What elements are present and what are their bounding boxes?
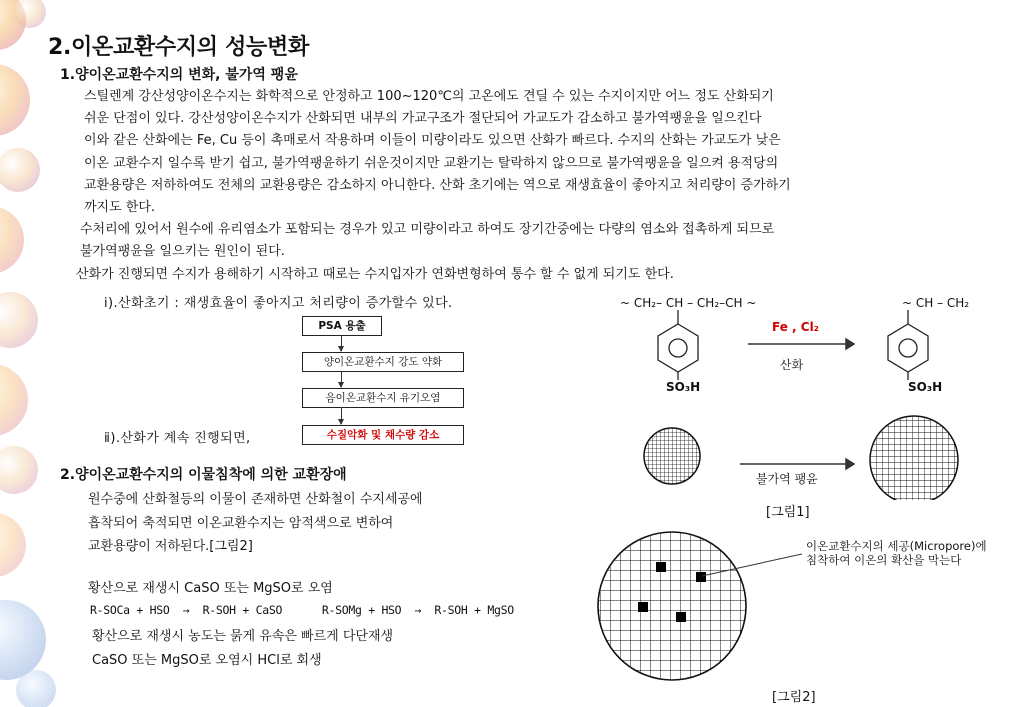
section1-line: 불가역팽윤을 일으키는 원인이 된다. [80, 244, 285, 260]
flow-box-water-quality: 수질악화 및 채수량 감소 [302, 425, 464, 445]
section1-line: 산화가 진행되면 수지가 용해하기 시작하고 때로는 수지입자가 연화변형하여 통수 할 수 없게 되기도 한다. [76, 266, 674, 282]
resin-bead-swollen [870, 416, 958, 500]
regen-sulfuric-note: 황산으로 재생시 CaSO 또는 MgSO로 오염 [88, 581, 333, 596]
swelling-arrow [740, 459, 854, 469]
resin-bead-small [644, 428, 700, 484]
flow-arrow [341, 371, 342, 387]
regen-hcl-note: CaSO 또는 MgSO로 오염시 HCl로 회생 [92, 653, 322, 668]
fig1-caption: [그림1] [766, 505, 810, 520]
benzene-ring-left [658, 310, 698, 380]
section2-line: 흡착되어 축적되면 이온교환수지는 암적색으로 변하여 [88, 515, 394, 531]
fig2-note [806, 539, 987, 567]
fig2-caption: [그림2] [772, 690, 816, 705]
section1-line: 까지도 한다. [84, 200, 156, 216]
section2-line: 교환용량이 저하된다.[그림2] [88, 539, 253, 554]
fig1-oxidation-label: 산화 [780, 358, 804, 372]
deposit-block [656, 562, 666, 572]
regen-method-note: 황산으로 재생시 농도는 묽게 유속은 빠르게 다단재생 [92, 629, 394, 644]
flow-box-anion-organic: 음이온교환수지 유기오염 [302, 388, 464, 408]
deposit-block [696, 572, 706, 582]
fig1-so3h-right: SO₃H [908, 380, 943, 394]
section1-line: 스틸렌계 강산성양이온수지는 화학적으로 안정하고 100∼120℃의 고온에도 견딜 수 있는 수지이지만 어느 정도 산화되기 [84, 89, 774, 104]
section1-line: 교환용량은 저하하여도 전체의 교환용량은 감소하지 아니한다. 산화 초기에는 역으로 재생효율이 좋아지고 처리량이 증가하기 [84, 177, 791, 193]
fig1-swelling-label: 불가역 팽윤 [756, 472, 818, 486]
resin-bead-fouled [598, 532, 746, 680]
section1-line: 이온 교환수지 일수록 받기 쉽고, 불가역팽윤하기 쉬운것이지만 교환기는 탈락하지 않으므로 불가역팽윤을 일으켜 용적당의 [84, 155, 779, 171]
section1-line: 쉬운 단점이 있다. 강산성양이온수지가 산화되면 내부의 가교구조가 절단되어 가교도가 감소하고 불가역팽윤을 일으킨다 [84, 111, 762, 127]
item-oxidation-early: ⅰ).산화초기 : 재생효율이 좋아지고 처리량이 증가할수 있다. [104, 296, 453, 311]
flow-box-psa: PSA 용출 [302, 316, 382, 336]
fig1-catalyst-label: Fe , Cl₂ [772, 320, 819, 334]
flow-box-cation-strength: 양이온교환수지 강도 약화 [302, 352, 464, 372]
section1-heading: 1.양이온교환수지의 변화, 불가역 팽윤 [60, 67, 298, 83]
fig1-chain-left: ~ CH₂– CH – CH₂–CH ~ [620, 296, 757, 310]
flow-arrow [341, 335, 342, 351]
decorative-bubbles [0, 0, 80, 707]
section1-line: 이와 같은 산화에는 Fe, Cu 등이 촉매로서 작용하며 이들이 미량이라도 있으면 산화가 빠르다. 수지의 산화는 가교도가 낮은 [84, 133, 781, 149]
section1-line: 수처리에 있어서 원수에 유리염소가 포함되는 경우가 있고 미량이라고 하여도 장기간중에는 다량의 염소와 접촉하게 되므로 [80, 222, 775, 238]
flow-arrow [341, 407, 342, 424]
fig2-note-line2: 침착하여 이온의 확산을 막는다 [806, 553, 962, 567]
section2-body [88, 488, 423, 559]
deposit-block [676, 612, 686, 622]
fig1-so3h-left: SO₃H [666, 380, 701, 394]
fig1-chain-right: ~ CH – CH₂ [902, 296, 970, 310]
reaction-arrow [748, 339, 854, 349]
page-title: 2.이온교환수지의 성능변화 [48, 35, 309, 60]
section1-body [76, 86, 984, 286]
section2-heading: 2.양이온교환수지의 이물침착에 의한 교환장애 [60, 467, 347, 483]
item-oxidation-continued: ⅱ).산화가 계속 진행되면, [104, 431, 251, 446]
fig2-note-line1: 이온교환수지의 세공(Micropore)에 [806, 539, 987, 553]
section2-line: 원수중에 산화철등의 이물이 존재하면 산화철이 수지세공에 [88, 492, 423, 507]
deposit-block [638, 602, 648, 612]
figure1-diagram [600, 300, 980, 500]
benzene-ring-right [888, 310, 928, 380]
regen-equation: R-SOCa + HSO → R-SOH + CaSO R-SOMg + HSO → R-SOH + MgSO [90, 603, 514, 617]
